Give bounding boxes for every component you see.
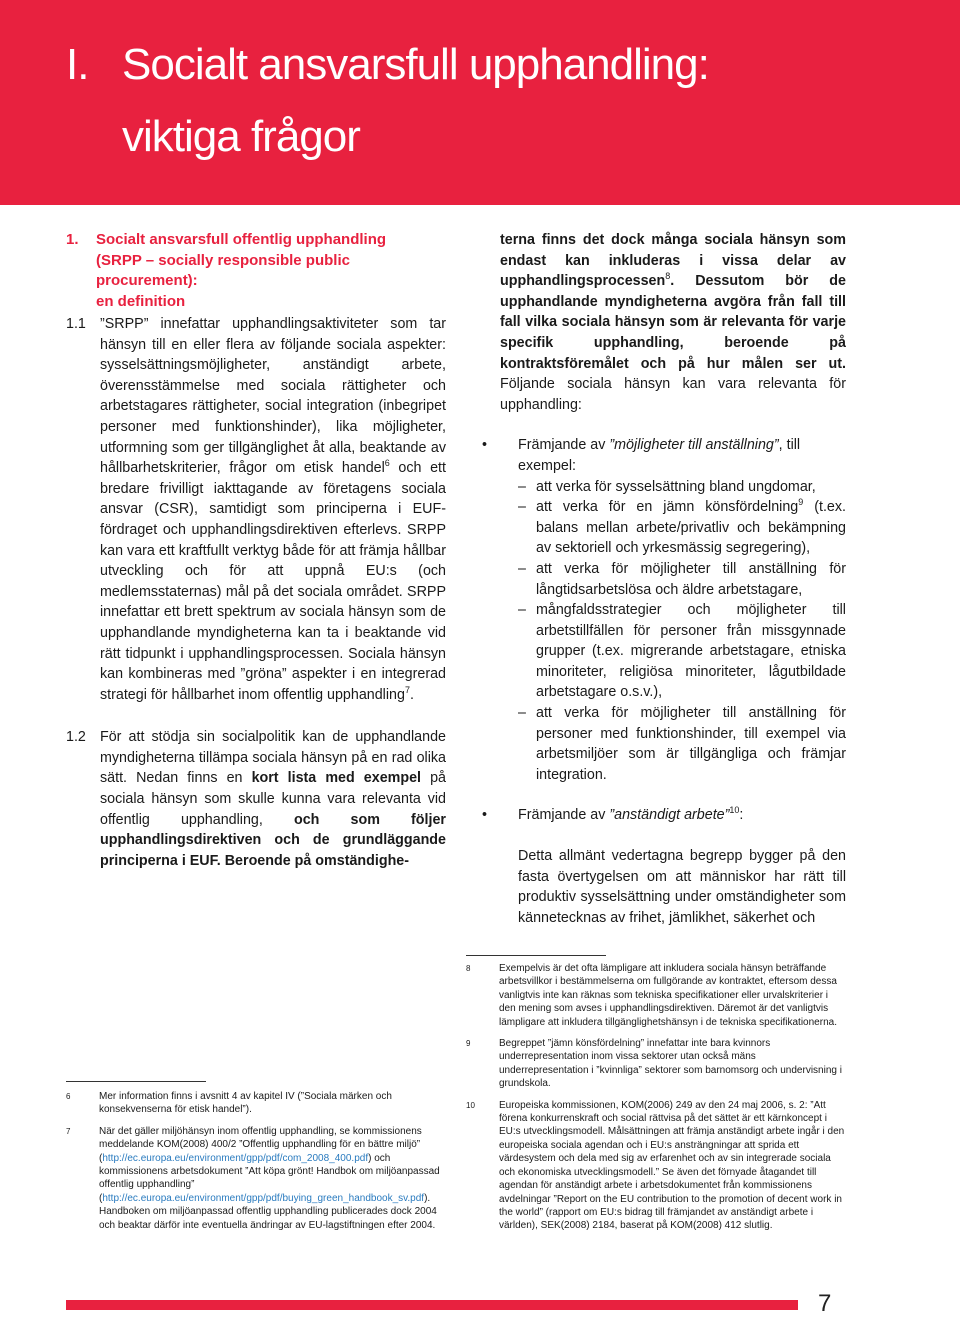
footnote-ref: 10 xyxy=(729,805,740,816)
footnote-divider-right xyxy=(466,955,606,956)
dash-item xyxy=(518,703,846,785)
chapter-title-line2: viktiga frågor xyxy=(122,112,360,161)
chapter-number: I. xyxy=(66,40,89,89)
section-title-line2: (SRPP – socially responsible public procurement): xyxy=(96,251,350,289)
dash-text: att verka för möjligheter till anställning för långtidsarbetslösa och äldre arbetstagare, xyxy=(536,560,846,598)
chapter-banner xyxy=(0,0,960,205)
paragraph-1-2 xyxy=(66,727,446,871)
dash-text: att verka för möjligheter till anställning för personer med funktionshinder, till exempel via arbetsmiljöer som är tillgängliga och främjar integration. xyxy=(536,705,846,783)
bullet-text: Främjande av xyxy=(518,807,610,824)
footnote-text: ) och kommissionens arbetsdokument ”Att köpa grönt! Handbok om miljöanpassad offentlig upphandling” ( xyxy=(99,1152,440,1204)
bullet-italic-text: ”anständigt arbete” xyxy=(609,807,730,824)
intro-bold-text: . Dessutom bör de upphandlande myndigheterna avgöra från fall till fall vilka sociala hänsyn som är relevanta för varje specifik upphandling, beroende på kontraktsföremålet och på hur målen ser ut. xyxy=(500,273,846,372)
paragraph-text: på sociala hänsyn som skulle kunna vara relevanta vid offentlig upphandling, xyxy=(100,770,447,828)
dash-icon: – xyxy=(518,478,526,495)
footnote-text: Exempelvis är det ofta lämpligare att inkludera sociala hänsyn beträffande arbetsvillkor i bestämmelserna om fullgörande av kontraktet, eftersom dessa vanligtvis inte kan räknas som tekniska specifikationer eller urvalskriterier i den mening som avses i upphandlingsdirektiven. Däremot är det vanligtvis lämpligare att inkludera tillgänglighetshänsyn i de tekniska specifikationerna. xyxy=(499,963,837,1028)
dash-icon: – xyxy=(518,602,526,619)
paragraph-text: ”SRPP” innefattar upphandlingsaktiviteter som tar hänsyn till en eller flera av följande sociala aspekter: sysselsättningsmöjligheter, anständigt arbete, överensstämmelse med sociala rättigheter och arbetstagares rättigheter, social integration (inbegripet personer med funktionshinder), lika möjligheter, utformning som ger tillgänglighet åt alla, beaktande av hållbarhetskriterier, frågor om etisk handel xyxy=(100,316,446,477)
intro-text: Följande sociala hänsyn kan vara relevanta för upphandling: xyxy=(500,376,846,413)
footnote-8 xyxy=(466,962,846,1029)
paragraph-bold-text: och som följer upphandlingsdirektiven och de grundläggande principerna i EUF. Beroende på omständighe- xyxy=(100,811,446,869)
bullet-decent-work xyxy=(482,805,846,928)
paragraph-text: För att stödja sin socialpolitik kan de upphandlande myndigheterna tillämpa sociala hänsyn på en rad olika sätt. Nedan finns en xyxy=(100,729,446,787)
paragraph-number: 1.2 xyxy=(66,729,86,746)
footnote-text: ). Handboken om miljöanpassad offentlig upphandling publicerades dock 2004 och beaktar därför inte eventuella ändringar av EU-lagstiftningen efter 2004. xyxy=(99,1192,437,1231)
bullet-icon: • xyxy=(482,437,488,454)
bullet-italic-text: ”möjligheter till anställning” xyxy=(609,437,779,454)
right-intro-paragraph xyxy=(500,230,846,415)
section-number: 1. xyxy=(66,231,79,248)
footnotes-left xyxy=(66,1090,446,1240)
footnote-10 xyxy=(466,1099,846,1233)
right-column xyxy=(482,230,846,928)
dash-icon: – xyxy=(518,499,526,516)
dash-item xyxy=(518,600,846,703)
footnote-7 xyxy=(66,1125,446,1232)
paragraph-text: och ett bredare frivilligt iakttagande av företagens sociala ansvar (CSR), samtidigt som principerna i EUF-fördraget och upphandlingsdirektiven efterlevs. SRPP kan vara ett kraftfullt verktyg både för att främja hållbar utveckling och för att uppnå EU:s (och medlemsstaternas) mål på det sociala området. SRPP innefattar ett brett spektrum av sociala hänsyn som de upphandlande myndigheterna kan ta i beaktande vid rätt tidpunkt i upphandlingsprocessen. Sociala hänsyn kan kombineras med ”gröna” aspekter i en integrerad strategi för hållbarhet inom offentlig upphandling xyxy=(100,460,446,703)
dash-item xyxy=(518,477,846,498)
footnote-number: 8 xyxy=(466,964,471,973)
dash-item xyxy=(518,559,846,600)
footnote-ref: 6 xyxy=(384,458,390,469)
footnote-ref: 9 xyxy=(798,497,804,508)
bullet-icon: • xyxy=(482,807,488,824)
section-title-line3: en definition xyxy=(96,292,186,310)
intro-bold-text: terna finns det dock många sociala hänsyn som endast kan inkluderas i vissa delar av upphandlingsprocessen xyxy=(500,232,846,290)
footnote-number: 7 xyxy=(66,1126,71,1136)
dash-text: mångfaldsstrategier och möjligheter till arbetstillfällen för personer från missgynnade grupper (t.ex. migrerande arbetstagare, etniska minoriteter, religiösa minoriteter, lågutbildade arbetstagare o.s.v.), xyxy=(536,602,846,701)
paragraph-bold-text: kort lista med exempel xyxy=(251,770,422,787)
page-footer-bar xyxy=(66,1300,798,1310)
bullet-text: Främjande av xyxy=(518,437,610,454)
section-heading xyxy=(66,230,446,312)
left-column xyxy=(66,314,446,885)
chapter-title-line1: Socialt ansvarsfull upphandling: xyxy=(122,40,709,89)
dash-text: (t.ex. balans mellan arbete/privatliv och bekämpning av sektoriell och yrkesmässig segregering), xyxy=(536,499,846,557)
footnote-link[interactable]: http://ec.europa.eu/environment/gpp/pdf/com_2008_400.pdf xyxy=(102,1152,369,1164)
bullet-text: : xyxy=(739,807,744,824)
dash-item xyxy=(518,497,846,559)
decent-work-paragraph: Detta allmänt vedertagna begrepp bygger på den fasta övertygelsen om att människor har rätt till produktiv sysselsättning under omständigheter som kännetecknas av frihet, jämlikhet, säkerhet och xyxy=(518,848,846,926)
dash-text: att verka för en jämn könsfördelning xyxy=(536,499,799,516)
footnote-9 xyxy=(466,1037,846,1091)
footnote-ref: 7 xyxy=(404,684,410,695)
dash-text: att verka för sysselsättning bland ungdomar, xyxy=(536,478,816,495)
dash-icon: – xyxy=(518,560,526,577)
footnote-divider-left xyxy=(66,1081,206,1082)
footnote-6 xyxy=(66,1090,446,1117)
paragraph-1-1 xyxy=(66,314,446,705)
paragraph-text: . xyxy=(409,686,414,703)
bullet-text: , till exempel: xyxy=(518,437,801,474)
footnote-text: Europeiska kommissionen, KOM(2006) 249 av den 24 maj 2006, s. 2: ”Att förena konkurrenskraft och social rättvisa på det sättet är ett kärnkoncept i EU:s utvecklingsmodell. Målsättningen att främja anständigt arbete ingår i den europeiska sociala agendan och i EU:s ansträngningar att sprida ett värdesystem och dela med sig av erfarenhet och av sin integrerade sociala och ekonomiska utvecklingsmodell.” Se även det förnyade åtagandet till agendan för anständigt arbete i arbetsdokumentet från kommissionens avdelningar ”Report on the EU contribution to the promotion of decent work in the world” (rapport om EU:s bidrag till främjandet av anständigt arbete i världen), SEK(2008) 2184, baserat på KOM(2008) 412 slutlig. xyxy=(499,1099,845,1232)
bullet-employment xyxy=(482,435,846,785)
page-number: 7 xyxy=(818,1290,832,1317)
footnote-link[interactable]: http://ec.europa.eu/environment/gpp/pdf/buying_green_handbook_sv.pdf xyxy=(102,1192,425,1204)
footnote-number: 10 xyxy=(466,1100,475,1110)
footnote-text: Begreppet ”jämn könsfördelning” innefattar inte bara kvinnors underrepresentation inom vissa sektorer utan också mäns underrepresentation i ”kvinnliga” sektorer som barnomsorg och undervisning i grundskola. xyxy=(499,1038,842,1090)
footnotes-right xyxy=(466,962,846,1241)
footnote-ref: 8 xyxy=(665,271,671,282)
section-title-line1: Socialt ansvarsfull offentlig upphandling xyxy=(96,231,387,248)
paragraph-number: 1.1 xyxy=(66,316,86,332)
footnote-number: 6 xyxy=(66,1092,71,1101)
footnote-text: När det gäller miljöhänsyn inom offentlig upphandling, se kommissionens meddelande KOM(2008) 400/2 ”Offentlig upphandling för en bättre miljö” ( xyxy=(99,1125,422,1164)
footnote-number: 9 xyxy=(466,1039,471,1049)
footnote-text: Mer information finns i avsnitt 4 av kapitel IV (”Sociala märken och konsekvenserna för etisk handel”). xyxy=(99,1091,392,1116)
dash-icon: – xyxy=(518,705,526,722)
